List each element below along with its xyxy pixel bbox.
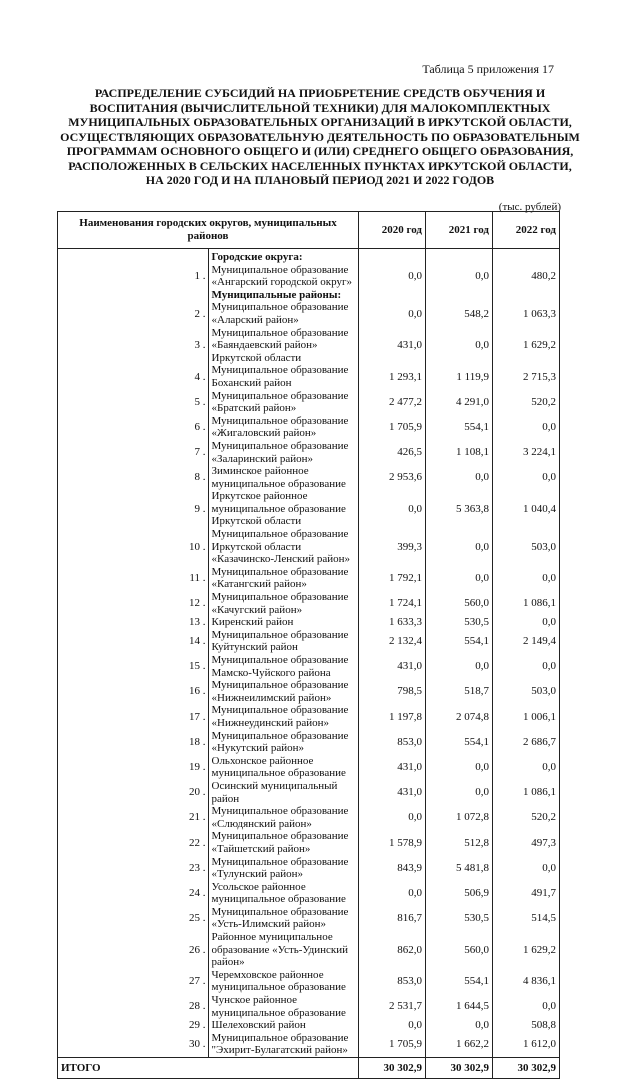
municipality-name: Муниципальное образование «Аларский район» bbox=[208, 301, 359, 326]
row-number: 23 . bbox=[58, 856, 209, 881]
total-label: ИТОГО bbox=[58, 1058, 359, 1079]
cell-2020: 1 724,1 bbox=[359, 591, 426, 616]
cell-2022: 520,2 bbox=[493, 805, 560, 830]
row-number-value: 13 bbox=[189, 616, 200, 629]
municipality-name: Муниципальное образование «Тайшетский район» bbox=[208, 830, 359, 855]
table-row bbox=[58, 591, 560, 616]
document-title: РАСПРЕДЕЛЕНИЕ СУБСИДИЙ НА ПРИОБРЕТЕНИЕ СРЕДСТВ ОБУЧЕНИЯ И ВОСПИТАНИЯ (ВЫЧИСЛИТЕЛЬНОЙ ТЕХНИКИ) ДЛЯ МАЛОКОМПЛЕКТНЫХ МУНИЦИПАЛЬНЫХ ОБРАЗОВАТЕЛЬНЫХ ОРГАНИЗАЦИЙ В ИРКУТСКОЙ ОБЛАСТИ, ОСУЩЕСТВЛЯЮЩИХ ОБРАЗОВАТЕЛЬНУЮ ДЕЯТЕЛЬНОСТЬ ПО ОБРАЗОВАТЕЛЬНЫМ ПРОГРАММАМ ОСНОВНОГО ОБЩЕГО И (ИЛИ) СРЕДНЕГО ОБЩЕГО ОБРАЗОВАНИЯ, РАСПОЛОЖЕННЫХ В СЕЛЬСКИХ НАСЕЛЕННЫХ ПУНКТАХ ИРКУТСКОЙ ОБЛАСТИ, НА 2020 ГОД И НА ПЛАНОВЫЙ ПЕРИОД 2021 И 2022 ГОДОВ bbox=[60, 86, 580, 187]
table-row bbox=[58, 755, 560, 780]
row-number bbox=[58, 289, 209, 302]
total-2022: 30 302,9 bbox=[493, 1058, 560, 1079]
cell-2021: 0,0 bbox=[426, 780, 493, 805]
row-number-value: 15 bbox=[189, 660, 200, 673]
table-row bbox=[58, 301, 560, 326]
cell-2020: 1 578,9 bbox=[359, 830, 426, 855]
cell-2020: 431,0 bbox=[359, 755, 426, 780]
row-number: 27 . bbox=[58, 969, 209, 994]
municipality-name: Ольхонское районное муниципальное образование bbox=[208, 755, 359, 780]
table-caption: Таблица 5 приложения 17 bbox=[422, 62, 554, 76]
section-label: Городские округа: bbox=[208, 249, 359, 264]
row-number: 7 . bbox=[58, 440, 209, 465]
cell-2022: 1 612,0 bbox=[493, 1032, 560, 1058]
cell-2021: 512,8 bbox=[426, 830, 493, 855]
table-row bbox=[58, 704, 560, 729]
cell-2020 bbox=[359, 289, 426, 302]
row-number-value: 22 bbox=[189, 836, 200, 849]
total-2020: 30 302,9 bbox=[359, 1058, 426, 1079]
cell-2021: 0,0 bbox=[426, 465, 493, 490]
table-row bbox=[58, 415, 560, 440]
row-number-value: 24 bbox=[189, 886, 200, 899]
row-number: 21 . bbox=[58, 805, 209, 830]
cell-2020: 1 705,9 bbox=[359, 1032, 426, 1058]
cell-2021: 4 291,0 bbox=[426, 390, 493, 415]
row-number-value: 30 bbox=[189, 1038, 200, 1051]
cell-2021: 0,0 bbox=[426, 1019, 493, 1032]
cell-2022: 0,0 bbox=[493, 616, 560, 629]
row-number bbox=[58, 249, 209, 264]
municipality-name: Муниципальное образование Боханский район bbox=[208, 364, 359, 389]
cell-2021 bbox=[426, 289, 493, 302]
cell-2022: 2 686,7 bbox=[493, 730, 560, 755]
section-label: Муниципальные районы: bbox=[208, 289, 359, 302]
cell-2020: 843,9 bbox=[359, 856, 426, 881]
cell-2021: 554,1 bbox=[426, 629, 493, 654]
cell-2021: 560,0 bbox=[426, 931, 493, 969]
row-number-value: 23 bbox=[189, 861, 200, 874]
cell-2020: 816,7 bbox=[359, 906, 426, 931]
cell-2021: 554,1 bbox=[426, 415, 493, 440]
municipality-name: Муниципальное образование Куйтунский район bbox=[208, 629, 359, 654]
subsidy-table bbox=[57, 211, 560, 1079]
row-number-value: 2 bbox=[194, 307, 200, 320]
row-number: 4 . bbox=[58, 364, 209, 389]
table-row bbox=[58, 566, 560, 591]
table-row bbox=[58, 364, 560, 389]
cell-2021: 1 119,9 bbox=[426, 364, 493, 389]
municipality-name: Зиминское районное муниципальное образование bbox=[208, 465, 359, 490]
total-2021: 30 302,9 bbox=[426, 1058, 493, 1079]
row-number: 18 . bbox=[58, 730, 209, 755]
row-number: 11 . bbox=[58, 566, 209, 591]
municipality-name: Муниципальное образование «Катангский район» bbox=[208, 566, 359, 591]
row-number-value: 7 bbox=[194, 446, 200, 459]
cell-2021: 2 074,8 bbox=[426, 704, 493, 729]
cell-2020: 0,0 bbox=[359, 264, 426, 289]
municipality-name: Чунское районное муниципальное образование bbox=[208, 994, 359, 1019]
municipality-name: Муниципальное образование «Ангарский городской округ» bbox=[208, 264, 359, 289]
cell-2021: 518,7 bbox=[426, 679, 493, 704]
row-number-value: 6 bbox=[194, 421, 200, 434]
cell-2020: 1 293,1 bbox=[359, 364, 426, 389]
cell-2020: 798,5 bbox=[359, 679, 426, 704]
municipality-name: Муниципальное образование «Нукутский район» bbox=[208, 730, 359, 755]
table-row bbox=[58, 327, 560, 365]
row-number-value: 27 bbox=[189, 975, 200, 988]
cell-2020: 431,0 bbox=[359, 654, 426, 679]
row-number: 15 . bbox=[58, 654, 209, 679]
municipality-name: Муниципальное образование "Эхирит-Булагатский район» bbox=[208, 1032, 359, 1058]
row-number-value: 16 bbox=[189, 685, 200, 698]
table-row bbox=[58, 465, 560, 490]
cell-2022: 503,0 bbox=[493, 679, 560, 704]
cell-2021: 530,5 bbox=[426, 616, 493, 629]
cell-2022: 1 063,3 bbox=[493, 301, 560, 326]
cell-2022: 1 629,2 bbox=[493, 327, 560, 365]
row-number-value: 8 bbox=[194, 471, 200, 484]
row-number: 29 . bbox=[58, 1019, 209, 1032]
cell-2020: 431,0 bbox=[359, 780, 426, 805]
row-number: 28 . bbox=[58, 994, 209, 1019]
table-row bbox=[58, 440, 560, 465]
row-number: 30 . bbox=[58, 1032, 209, 1058]
row-number: 25 . bbox=[58, 906, 209, 931]
table-row bbox=[58, 390, 560, 415]
table-row bbox=[58, 679, 560, 704]
row-number-value: 9 bbox=[194, 502, 200, 515]
cell-2020: 1 705,9 bbox=[359, 415, 426, 440]
municipality-name: Муниципальное образование Мамско-Чуйского района bbox=[208, 654, 359, 679]
cell-2020: 1 633,3 bbox=[359, 616, 426, 629]
row-number-value: 21 bbox=[189, 811, 200, 824]
municipality-name: Муниципальное образование «Нижнеудинский район» bbox=[208, 704, 359, 729]
cell-2022: 491,7 bbox=[493, 881, 560, 906]
cell-2020: 0,0 bbox=[359, 1019, 426, 1032]
table-row bbox=[58, 805, 560, 830]
municipality-name: Иркутское районное муниципальное образование Иркутской области bbox=[208, 490, 359, 528]
cell-2021: 0,0 bbox=[426, 566, 493, 591]
column-header-2022: 2022 год bbox=[493, 212, 560, 249]
cell-2021: 0,0 bbox=[426, 755, 493, 780]
municipality-name: Муниципальное образование «Тулунский район» bbox=[208, 856, 359, 881]
table-header-row bbox=[58, 212, 560, 249]
cell-2020: 2 477,2 bbox=[359, 390, 426, 415]
row-number: 20 . bbox=[58, 780, 209, 805]
table-row bbox=[58, 629, 560, 654]
cell-2020: 853,0 bbox=[359, 730, 426, 755]
cell-2022: 3 224,1 bbox=[493, 440, 560, 465]
cell-2022: 520,2 bbox=[493, 390, 560, 415]
table-row bbox=[58, 730, 560, 755]
row-number: 17 . bbox=[58, 704, 209, 729]
column-header-2021: 2021 год bbox=[426, 212, 493, 249]
cell-2021: 0,0 bbox=[426, 327, 493, 365]
cell-2021: 548,2 bbox=[426, 301, 493, 326]
column-header-name: Наименования городских округов, муниципальных районов bbox=[58, 212, 359, 249]
row-number-value: 14 bbox=[189, 635, 200, 648]
cell-2021: 554,1 bbox=[426, 730, 493, 755]
row-number-value: 26 bbox=[189, 943, 200, 956]
cell-2021: 530,5 bbox=[426, 906, 493, 931]
row-number-value: 11 bbox=[189, 572, 200, 585]
municipality-name: Муниципальное образование «Жигаловский район» bbox=[208, 415, 359, 440]
cell-2020: 2 132,4 bbox=[359, 629, 426, 654]
cell-2022: 0,0 bbox=[493, 465, 560, 490]
row-number: 6 . bbox=[58, 415, 209, 440]
cell-2022: 0,0 bbox=[493, 755, 560, 780]
cell-2020: 1 792,1 bbox=[359, 566, 426, 591]
row-number-value: 25 bbox=[189, 912, 200, 925]
cell-2021 bbox=[426, 249, 493, 264]
cell-2020: 0,0 bbox=[359, 805, 426, 830]
cell-2021: 0,0 bbox=[426, 654, 493, 679]
table-row bbox=[58, 616, 560, 629]
cell-2022: 2 715,3 bbox=[493, 364, 560, 389]
row-number-value: 4 bbox=[194, 370, 200, 383]
cell-2022: 0,0 bbox=[493, 994, 560, 1019]
table-row bbox=[58, 1032, 560, 1058]
cell-2021: 554,1 bbox=[426, 969, 493, 994]
cell-2021: 0,0 bbox=[426, 264, 493, 289]
municipality-name: Муниципальное образование «Качугский район» bbox=[208, 591, 359, 616]
cell-2022: 4 836,1 bbox=[493, 969, 560, 994]
row-number: 10 . bbox=[58, 528, 209, 566]
table-row bbox=[58, 856, 560, 881]
row-number-value: 1 bbox=[194, 269, 200, 282]
table-row bbox=[58, 931, 560, 969]
table-row bbox=[58, 906, 560, 931]
municipality-name: Муниципальное образование «Слюдянский район» bbox=[208, 805, 359, 830]
cell-2022: 0,0 bbox=[493, 566, 560, 591]
cell-2021: 1 072,8 bbox=[426, 805, 493, 830]
cell-2021: 1 108,1 bbox=[426, 440, 493, 465]
cell-2022 bbox=[493, 249, 560, 264]
cell-2021: 1 662,2 bbox=[426, 1032, 493, 1058]
table-row bbox=[58, 528, 560, 566]
cell-2022: 480,2 bbox=[493, 264, 560, 289]
total-row bbox=[58, 1058, 560, 1079]
row-number-value: 29 bbox=[189, 1019, 200, 1032]
row-number-value: 10 bbox=[189, 540, 200, 553]
municipality-name: Муниципальное образование «Баяндаевский район» Иркутской области bbox=[208, 327, 359, 365]
column-header-2020: 2020 год bbox=[359, 212, 426, 249]
municipality-name: Киренский район bbox=[208, 616, 359, 629]
row-number-value: 17 bbox=[189, 710, 200, 723]
cell-2020: 399,3 bbox=[359, 528, 426, 566]
cell-2022: 2 149,4 bbox=[493, 629, 560, 654]
row-number-value: 3 bbox=[194, 339, 200, 352]
row-number: 14 . bbox=[58, 629, 209, 654]
table-row bbox=[58, 969, 560, 994]
cell-2020: 431,0 bbox=[359, 327, 426, 365]
cell-2020: 426,5 bbox=[359, 440, 426, 465]
table-row bbox=[58, 994, 560, 1019]
table-row bbox=[58, 264, 560, 289]
cell-2022: 0,0 bbox=[493, 415, 560, 440]
row-number-value: 20 bbox=[189, 786, 200, 799]
row-number: 9 . bbox=[58, 490, 209, 528]
cell-2020: 862,0 bbox=[359, 931, 426, 969]
cell-2021: 506,9 bbox=[426, 881, 493, 906]
row-number-value: 18 bbox=[189, 735, 200, 748]
municipality-name: Черемховское районное муниципальное образование bbox=[208, 969, 359, 994]
cell-2022: 1 629,2 bbox=[493, 931, 560, 969]
municipality-name: Муниципальное образование Иркутской области «Казачинско-Ленский район» bbox=[208, 528, 359, 566]
row-number: 1 . bbox=[58, 264, 209, 289]
cell-2021: 5 481,8 bbox=[426, 856, 493, 881]
cell-2022: 514,5 bbox=[493, 906, 560, 931]
municipality-name: Муниципальное образование «Заларинский район» bbox=[208, 440, 359, 465]
cell-2021: 5 363,8 bbox=[426, 490, 493, 528]
cell-2022: 497,3 bbox=[493, 830, 560, 855]
row-number: 5 . bbox=[58, 390, 209, 415]
cell-2022: 1 086,1 bbox=[493, 780, 560, 805]
cell-2022: 1 086,1 bbox=[493, 591, 560, 616]
row-number: 26 . bbox=[58, 931, 209, 969]
cell-2022 bbox=[493, 289, 560, 302]
row-number: 19 . bbox=[58, 755, 209, 780]
section-row bbox=[58, 249, 560, 264]
row-number-value: 12 bbox=[189, 597, 200, 610]
section-row bbox=[58, 289, 560, 302]
municipality-name: Муниципальное образование «Усть-Илимский район» bbox=[208, 906, 359, 931]
cell-2020: 2 531,7 bbox=[359, 994, 426, 1019]
municipality-name: Районное муниципальное образование «Усть-Удинский район» bbox=[208, 931, 359, 969]
cell-2020: 0,0 bbox=[359, 881, 426, 906]
cell-2020: 0,0 bbox=[359, 301, 426, 326]
cell-2021: 560,0 bbox=[426, 591, 493, 616]
cell-2022: 1 040,4 bbox=[493, 490, 560, 528]
row-number: 3 . bbox=[58, 327, 209, 365]
cell-2022: 503,0 bbox=[493, 528, 560, 566]
units-label: (тыс. рублей) bbox=[498, 201, 561, 213]
table-row bbox=[58, 881, 560, 906]
row-number: 13 . bbox=[58, 616, 209, 629]
cell-2022: 0,0 bbox=[493, 856, 560, 881]
municipality-name: Муниципальное образование «Нижнеилимский район» bbox=[208, 679, 359, 704]
row-number-value: 28 bbox=[189, 1000, 200, 1013]
row-number: 2 . bbox=[58, 301, 209, 326]
row-number: 8 . bbox=[58, 465, 209, 490]
cell-2020: 0,0 bbox=[359, 490, 426, 528]
table-row bbox=[58, 654, 560, 679]
row-number: 16 . bbox=[58, 679, 209, 704]
municipality-name: Муниципальное образование «Братский район» bbox=[208, 390, 359, 415]
municipality-name: Шелеховский район bbox=[208, 1019, 359, 1032]
row-number: 12 . bbox=[58, 591, 209, 616]
table-row bbox=[58, 1019, 560, 1032]
row-number: 24 . bbox=[58, 881, 209, 906]
cell-2022: 508,8 bbox=[493, 1019, 560, 1032]
cell-2022: 1 006,1 bbox=[493, 704, 560, 729]
cell-2020 bbox=[359, 249, 426, 264]
cell-2020: 853,0 bbox=[359, 969, 426, 994]
cell-2022: 0,0 bbox=[493, 654, 560, 679]
table-row bbox=[58, 780, 560, 805]
table-body bbox=[58, 249, 560, 1058]
cell-2021: 1 644,5 bbox=[426, 994, 493, 1019]
row-number: 22 . bbox=[58, 830, 209, 855]
cell-2020: 2 953,6 bbox=[359, 465, 426, 490]
table-row bbox=[58, 830, 560, 855]
municipality-name: Усольское районное муниципальное образование bbox=[208, 881, 359, 906]
row-number-value: 19 bbox=[189, 761, 200, 774]
cell-2021: 0,0 bbox=[426, 528, 493, 566]
municipality-name: Осинский муниципальный район bbox=[208, 780, 359, 805]
row-number-value: 5 bbox=[194, 395, 200, 408]
cell-2020: 1 197,8 bbox=[359, 704, 426, 729]
table-row bbox=[58, 490, 560, 528]
